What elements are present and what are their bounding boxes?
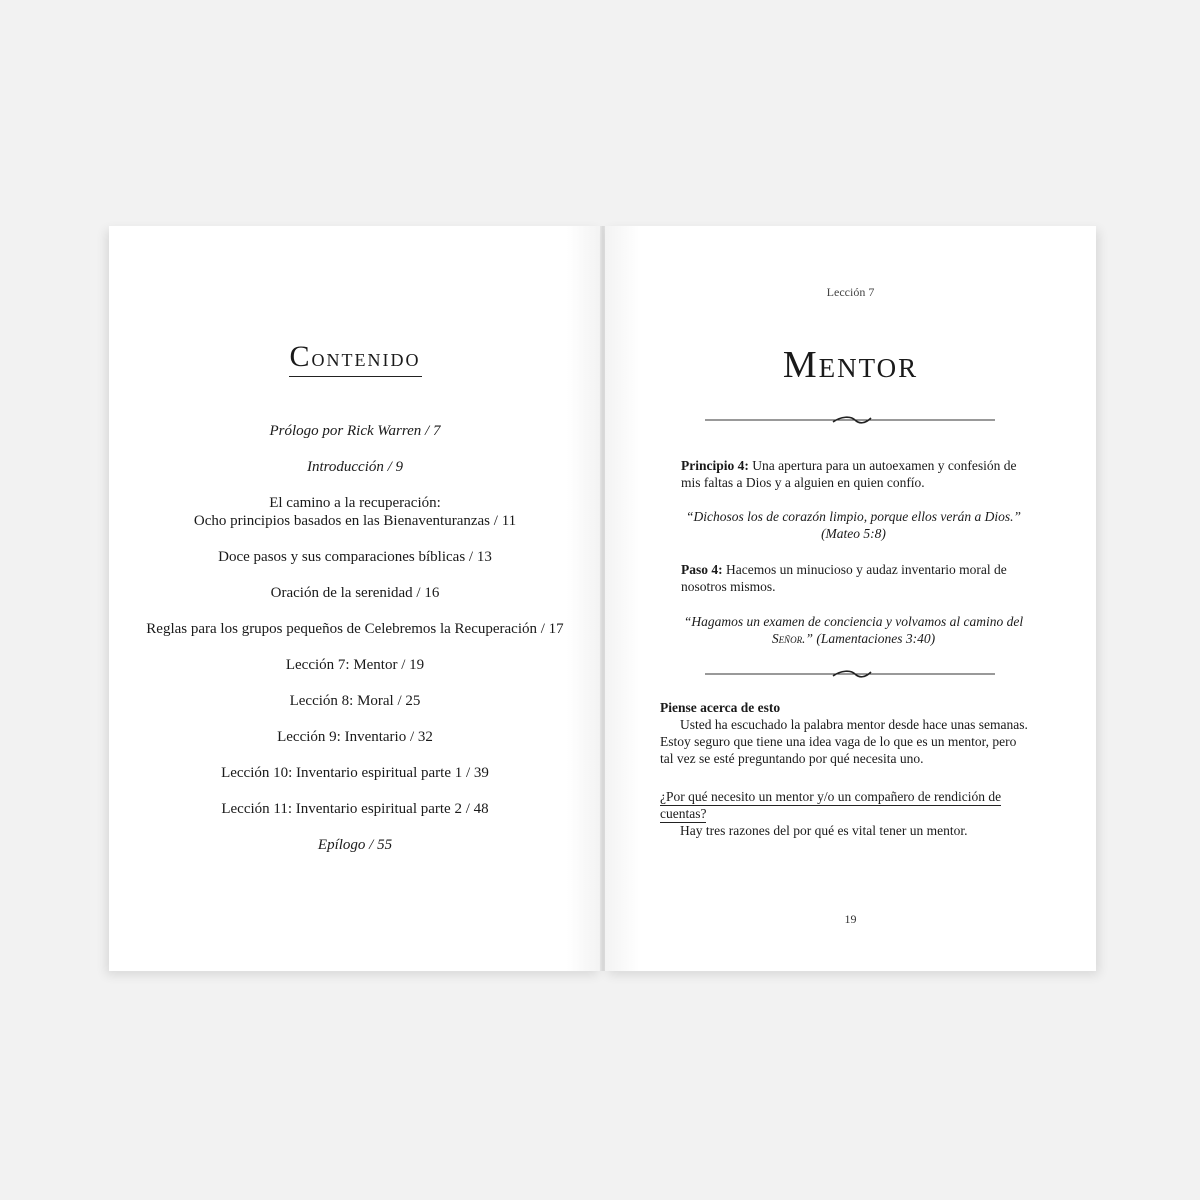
step-paragraph: Paso 4: Hacemos un minucioso y audaz inventario moral de nosotros mismos. [681,562,1007,594]
toc-list [109,422,601,854]
toc-item: Epílogo / 55 [317,837,393,853]
left-page [109,226,601,971]
toc-item: Reglas para los grupos pequeños de Celebremos la Recuperación / 17 [146,621,564,637]
toc-item: Lección 11: Inventario espiritual parte 2 / 48 [221,801,489,817]
toc-item: Doce pasos y sus comparaciones bíblicas / 13 [218,549,492,565]
toc-item: Introducción / 9 [306,459,404,475]
flourish-divider-icon [705,413,995,427]
toc-item: Oración de la serenidad / 16 [270,585,440,601]
right-page [605,226,1096,971]
toc-item: Lección 10: Inventario espiritual parte 1 / 39 [221,765,489,781]
section-heading: Piense acerca de esto [660,700,781,715]
question-heading: ¿Por qué necesito un mentor y/o un compañero de rendición de cuentas? [660,789,1002,821]
flourish-divider-icon [705,667,995,681]
scripture-quote: “Dichosos los de corazón limpio, porque ellos verán a Dios.” (Mateo 5:8) [685,509,1022,541]
toc-item: Prólogo por Rick Warren / 7 [269,423,441,439]
body-paragraph: Hay tres razones del por qué es vital tener un mentor. [680,823,968,838]
toc-title: Contenido [109,340,601,377]
toc-item: Lección 9: Inventario / 32 [277,729,433,745]
principle-paragraph: Principio 4: Una apertura para un autoexamen y confesión de mis faltas a Dios y a alguien en quien confío. [681,458,1017,490]
toc-item: El camino a la recuperación: Ocho principios basados en las Bienaventuranzas / 11 [193,495,517,529]
page-number: 19 [844,912,857,926]
chapter-title: Mentor [782,344,919,386]
section-body: Usted ha escuchado la palabra mentor desde hace unas semanas. Estoy seguro que tiene una idea vaga de lo que es un mentor, pero tal vez se esté preguntando por qué necesita uno. [660,717,1028,766]
toc-item: Lección 8: Moral / 25 [289,693,421,709]
lesson-label: Lección 7 [826,285,875,299]
scripture-quote: “Hagamos un examen de conciencia y volvamos al camino del Señor.” (Lamentaciones 3:40) [683,614,1024,646]
toc-item: Lección 7: Mentor / 19 [285,657,425,673]
